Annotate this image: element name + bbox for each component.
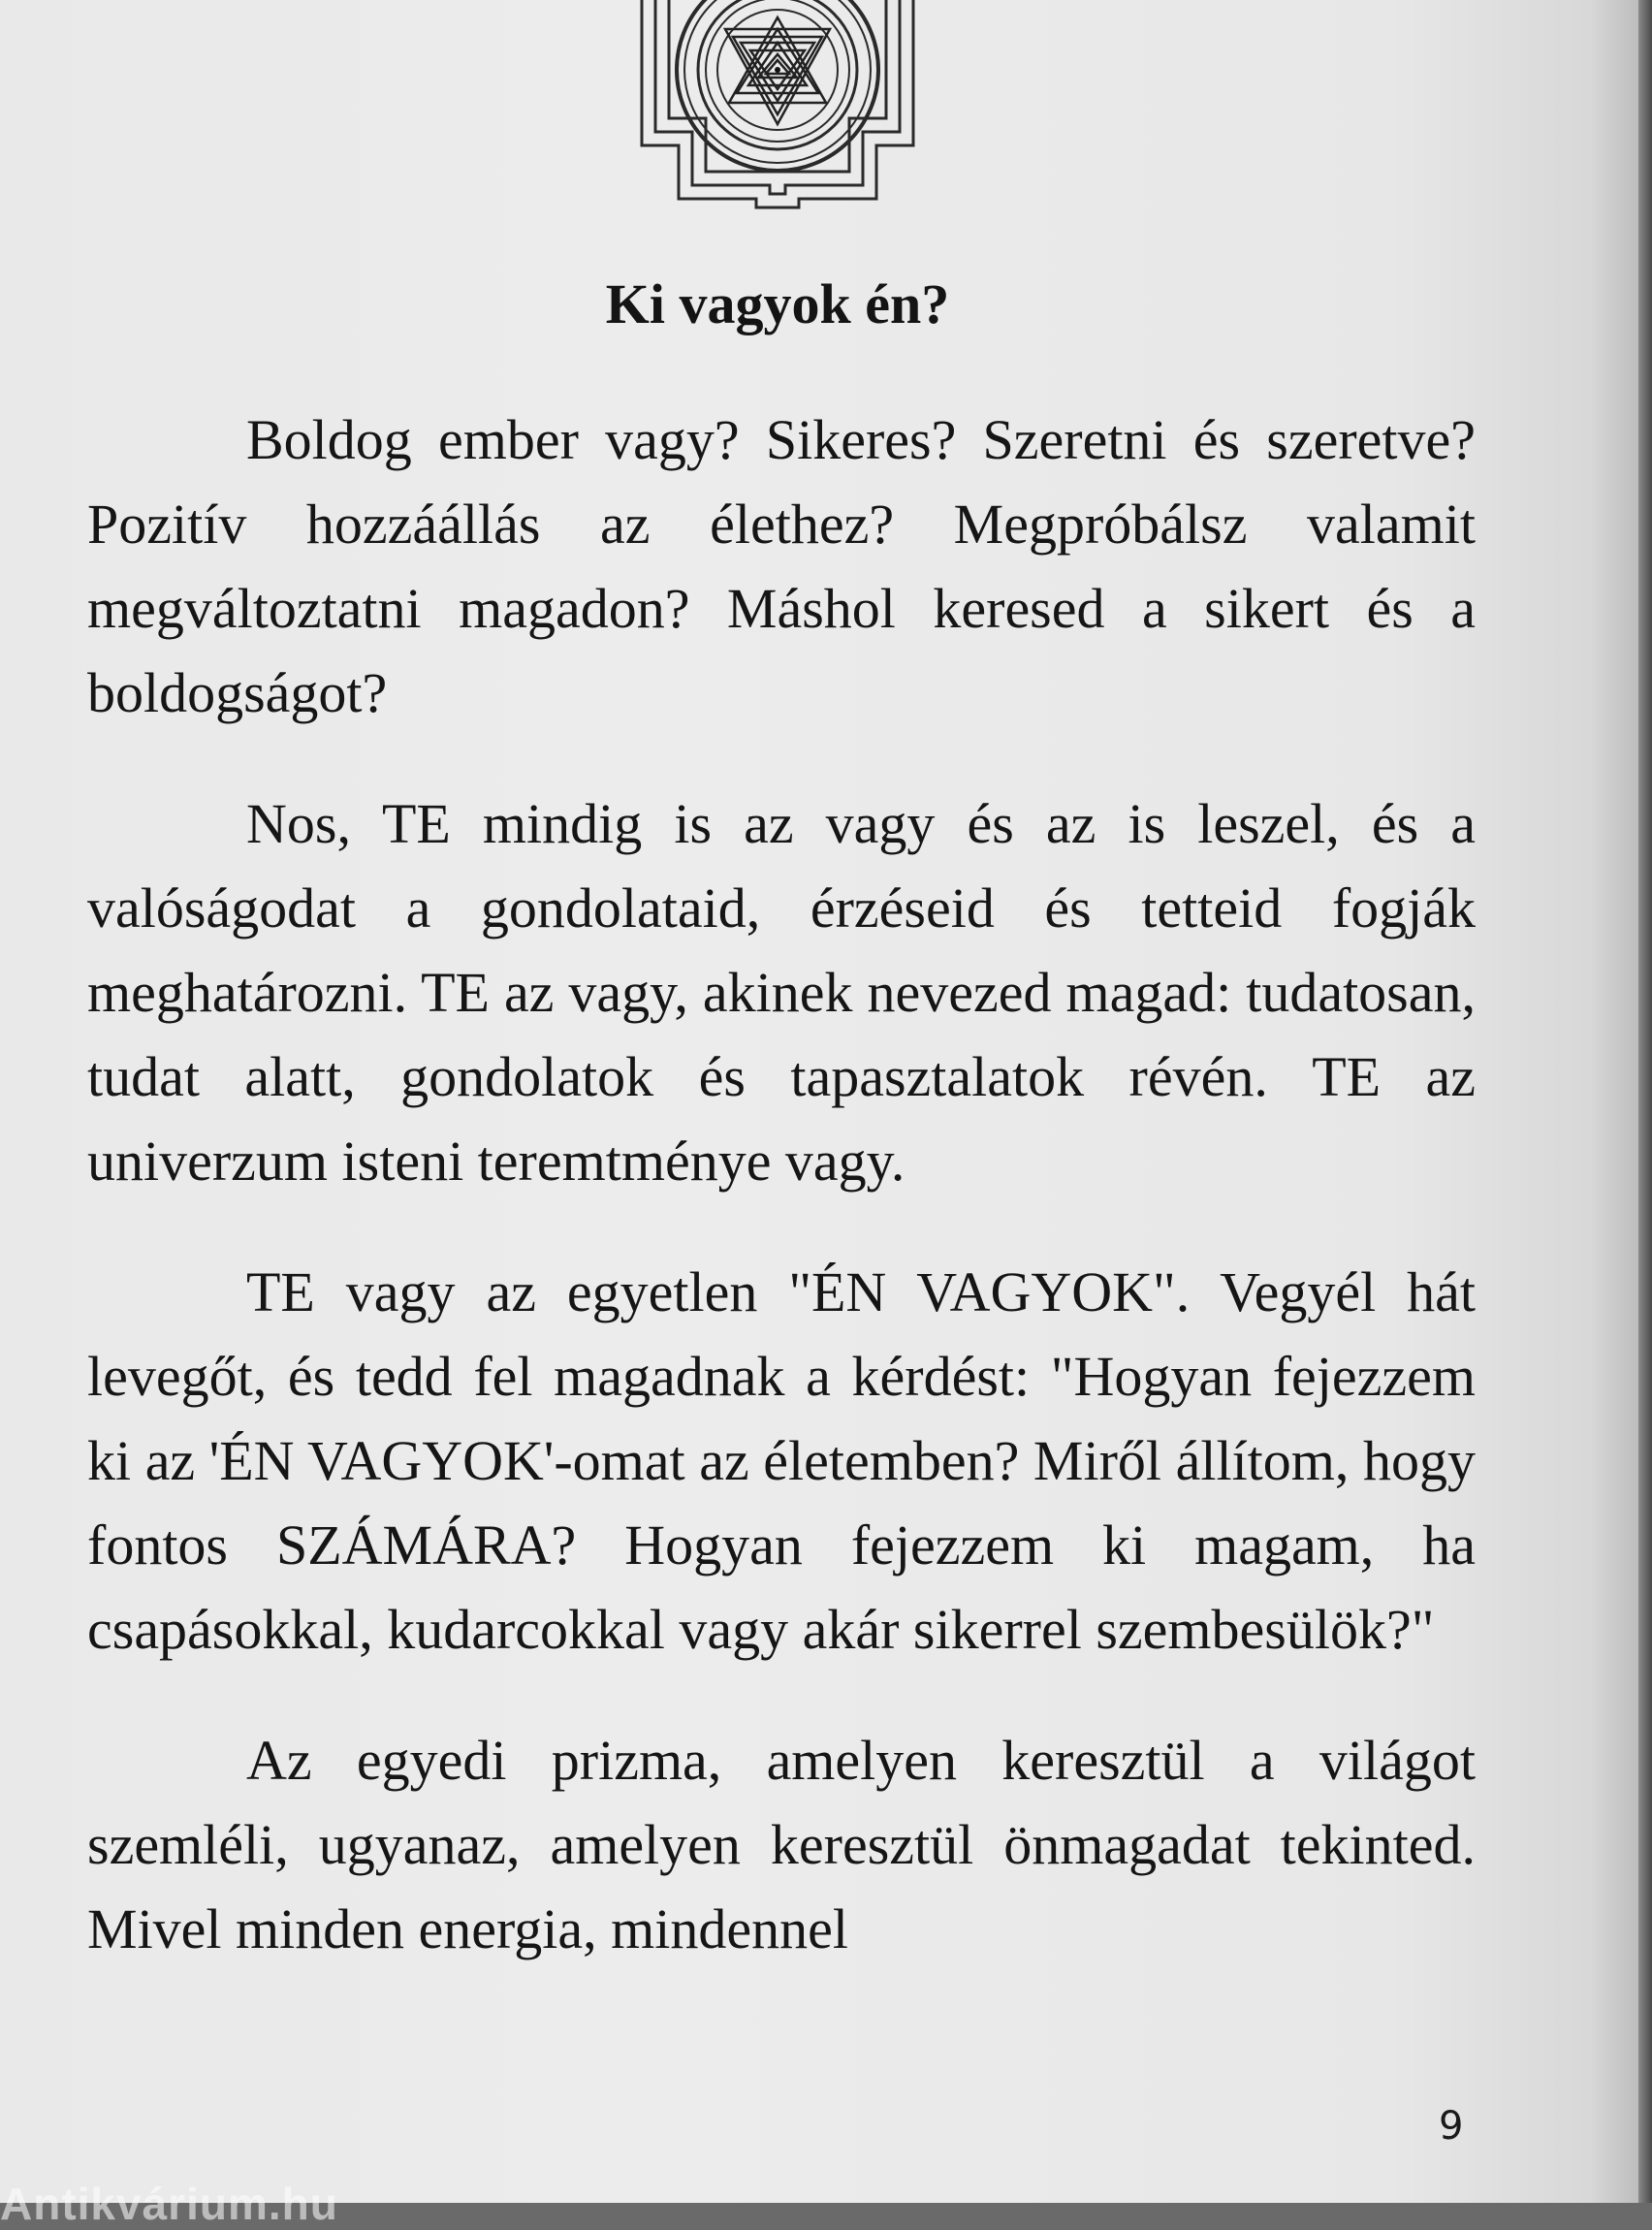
paragraph-4: Az egyedi prizma, amelyen keresztül a világot szemléli, ugyanaz, amelyen keresztül önmagadat tekinted. Mivel minden energia, mindennel (87, 1729, 1476, 1960)
page-title: Ki vagyok én? (605, 272, 950, 335)
page-edge (1638, 0, 1652, 2203)
paragraph-1: Boldog ember vagy? Sikeres? Szeretni és szeretve? Pozitív hozzáállás az élethez? Megpróbálsz valamit megváltoztatni magadon? Máshol keresed a sikert és a boldogságot? (87, 408, 1476, 724)
page-number: 9 (1439, 2104, 1464, 2149)
paragraph-3: TE vagy az egyetlen "ÉN VAGYOK". Vegyél hát levegőt, és tedd fel magadnak a kérdést: "Hogyan fejezzem ki az 'ÉN VAGYOK'-omat az életemben? Miről állítom, hogy fontos SZÁMÁRA? Hogyan fejezzem ki magam, ha csapásokkal, kudarcokkal vagy akár sikerrel szembesülök?" (87, 1260, 1476, 1661)
body-text (87, 398, 1476, 2018)
watermark: Antikvárium.hu (0, 2179, 338, 2229)
sri-yantra-icon (640, 0, 915, 215)
paragraph-2: Nos, TE mindig is az vagy és az is leszel, és a valóságodat a gondolataid, érzéseid és tetteid fogják meghatározni. TE az vagy, akinek nevezed magad: tudatosan, tudat alatt, gondolatok és tapasztalatok révén. TE az univerzum isteni teremtménye vagy. (87, 792, 1476, 1193)
